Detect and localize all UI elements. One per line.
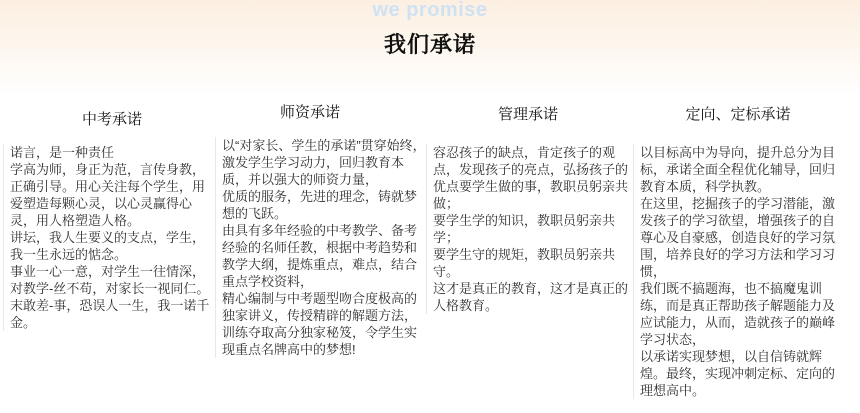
- column-body: [426, 144, 637, 314]
- promise-paragraph: 要学生学的知识，教职员躬亲共学；: [433, 213, 616, 245]
- promise-paragraph: 由具有多年经验的中考教学、备考经验的名师任教，根据中考趋势和教学大纲，提炼重点，难点，结合重点学校资料，: [222, 223, 418, 289]
- promise-paragraph: 事业一心一意，对学生一往情深，对教学-丝不苟，对家长一视同仁。末敢差-事，恐误人一生，我一诺千金。: [10, 264, 210, 330]
- promise-paragraph: 优质的服务，先进的理念，铸就梦想的飞跃。: [222, 189, 418, 221]
- column-heading: 管理承诺: [497, 106, 558, 123]
- promise-paragraph: 以“对家长、学生的承诺”贯穿始终，激发学生学习动力，回归教育本质，并以强大的师资力量，: [222, 138, 426, 187]
- promise-paragraph: 要学生守的规矩，教职员躬亲共守。: [433, 247, 616, 279]
- promise-paragraph: 精心编制与中考题型吻合度极高的独家讲义，传授精辟的解题方法，训练夺取高分独家秘笈，令学生实现重点名牌高中的梦想!: [222, 291, 418, 357]
- column-heading: 中考承诺: [81, 111, 142, 128]
- promise-paragraph: 这才是真正的教育，这才是真正的人格教育。: [433, 281, 629, 313]
- column-heading: 定向、定标承诺: [685, 106, 791, 123]
- promise-paragraph: 诺言，是一种责任: [10, 145, 115, 160]
- promise-paragraph: 容忍孩子的缺点，肯定孩子的观点，发现孩子的亮点，弘扬孩子的优点要学生做的事，教职员躬亲共做；: [433, 145, 629, 211]
- promise-paragraph: 我们既不搞题海，也不搞魔鬼训练，而是真正帮助孩子解题能力及应试能力，从而，造就孩子的巅峰学习状态，: [640, 281, 836, 347]
- watermark-text: we promise: [372, 0, 488, 21]
- promise-paragraph: 讲坛，我人生要义的支点，学生，我一生永远的惦念。: [10, 230, 206, 262]
- column-body: [3, 144, 214, 331]
- promise-paragraph: 学高为师，身正为范，言传身教，正确引导。用心关注每个学生，用爱塑造每颗心灵，以心灵赢得心灵，用人格塑造人格。: [10, 162, 206, 228]
- promise-paragraph: 以承诺实现梦想，以自信铸就辉煌。最终，实现冲刺定标、定向的理想高中。: [640, 349, 836, 398]
- column-body: [215, 137, 426, 358]
- column-heading: 师资承诺: [279, 104, 340, 121]
- promise-paragraph: 在这里，挖掘孩子的学习潜能，激发孩子的学习欲望，增强孩子的自尊心及自豪感，创造良好的学习氛围，培养良好的学习方法和学习习惯，: [640, 196, 836, 279]
- page-title: 我们承诺: [383, 32, 476, 57]
- column-body: [633, 144, 844, 399]
- promise-paragraph: 以目标高中为导向，提升总分为目标，承诺全面全程优化辅导，回归教育本质，科学执教。: [640, 145, 836, 194]
